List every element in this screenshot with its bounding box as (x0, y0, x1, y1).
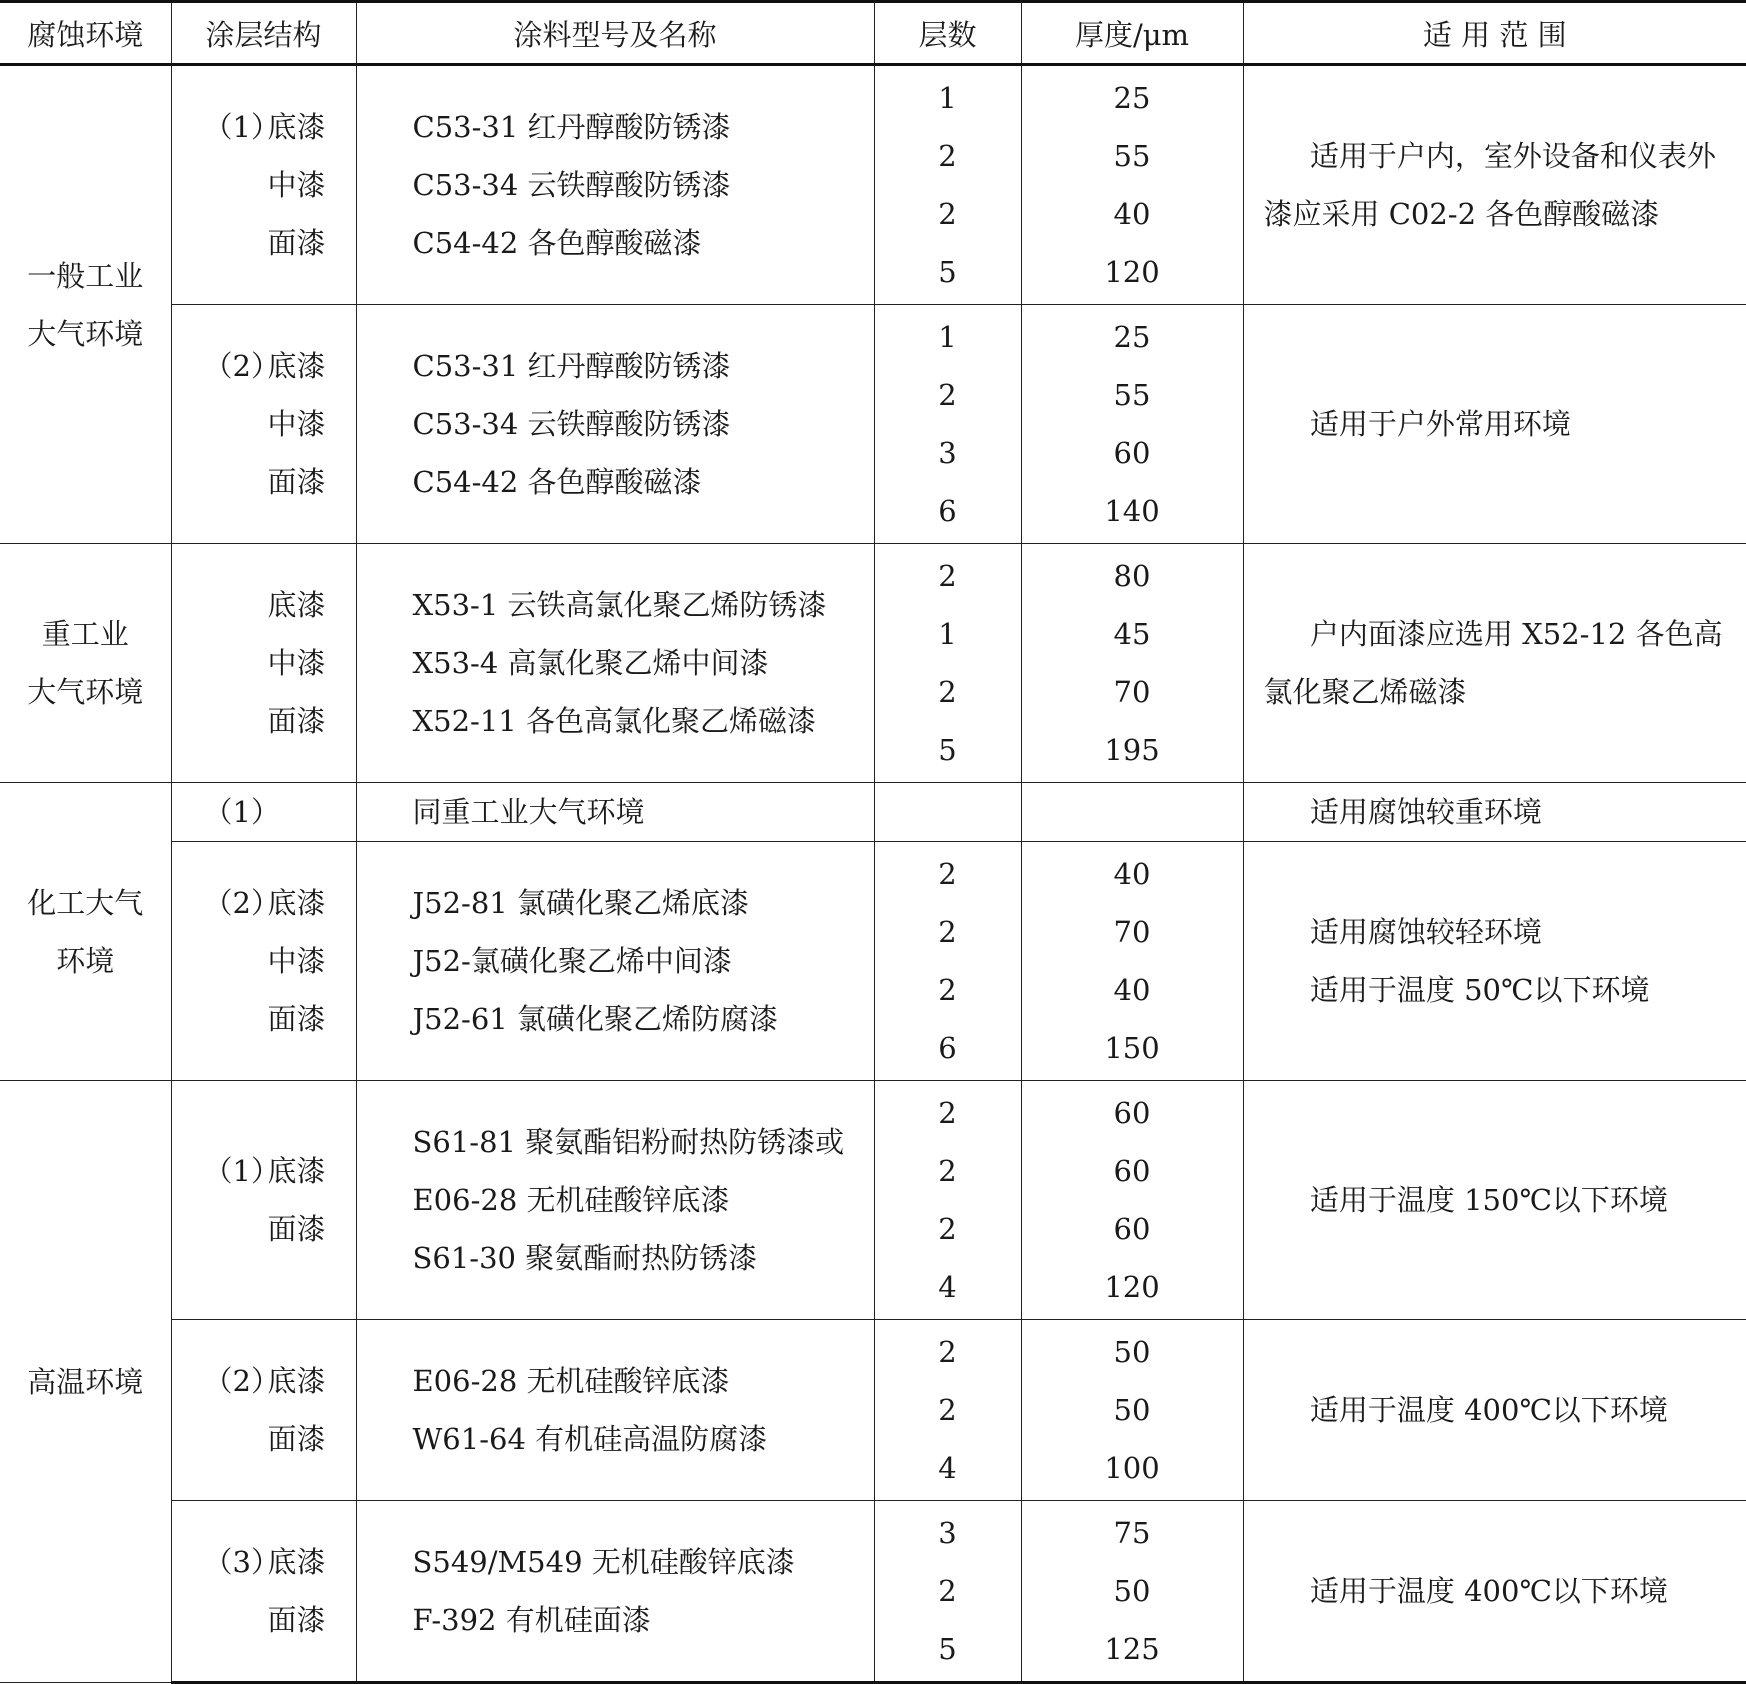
coat-layer-label: 底漆 (267, 1364, 326, 1398)
coat-layer-label: 中漆 (267, 646, 326, 680)
structure-line (172, 1200, 356, 1258)
thickness-value: 120 (1104, 1270, 1160, 1304)
thickness-cell (1021, 842, 1243, 1081)
layer-count: 2 (938, 675, 957, 709)
layer-count: 2 (938, 378, 957, 412)
coat-layer-label: 面漆 (267, 704, 326, 738)
structure-cell (171, 65, 356, 305)
thickness-value: 60 (1113, 1212, 1151, 1246)
thickness-cell (1021, 1081, 1243, 1320)
coat-layer-label: 底漆 (267, 349, 326, 383)
scope-cell (1243, 783, 1746, 842)
coat-layer-label: 底漆 (267, 1154, 326, 1188)
table-row (0, 1081, 1746, 1320)
structure-line (172, 634, 356, 692)
coat-layer-label: 底漆 (267, 1545, 326, 1579)
paint-name: S61-30 聚氨酯耐热防锈漆 (412, 1241, 758, 1275)
layer-count: 2 (938, 1154, 957, 1188)
structure-line (172, 98, 356, 156)
header-paint: 涂料型号及名称 (356, 2, 874, 65)
header-structure: 涂层结构 (171, 2, 356, 65)
layer-count: 4 (938, 1270, 957, 1304)
scope-text: 适用于温度 150℃以下环境 (1309, 1183, 1668, 1217)
layer-count: 5 (938, 1632, 957, 1666)
paint-name: W61-64 有机硅高温防腐漆 (412, 1422, 768, 1456)
count-cell (874, 1320, 1021, 1501)
scope-text: 适用于温度 400℃以下环境 (1309, 1574, 1668, 1608)
structure-line (172, 337, 356, 395)
layer-count: 6 (938, 494, 957, 528)
paint-cell (356, 305, 874, 544)
table-row (0, 305, 1746, 544)
thickness-value: 195 (1104, 733, 1160, 767)
thickness-value: 120 (1104, 255, 1160, 289)
count-cell (874, 783, 1021, 842)
paint-cell (356, 1081, 874, 1320)
scheme-number: （2） (203, 886, 280, 920)
thickness-cell (1021, 544, 1243, 783)
thickness-value: 25 (1113, 320, 1151, 354)
layer-count: 1 (938, 81, 957, 115)
coat-layer-label: 面漆 (267, 1002, 326, 1036)
thickness-value: 40 (1113, 197, 1151, 231)
paint-cell (356, 783, 874, 842)
structure-line (172, 395, 356, 453)
scope-cell (1243, 305, 1746, 544)
scope-text: 适用腐蚀较轻环境 (1309, 915, 1542, 949)
structure-cell (171, 305, 356, 544)
header-count: 层数 (874, 2, 1021, 65)
structure-line (172, 990, 356, 1048)
paint-name: S549/M549 无机硅酸锌底漆 (412, 1545, 795, 1579)
scope-text: 适用于温度 400℃以下环境 (1309, 1393, 1668, 1427)
structure-line (172, 1410, 356, 1468)
env-label: 大气环境 (27, 316, 144, 351)
thickness-value: 25 (1113, 81, 1151, 115)
scope-text: 适用于户外常用环境 (1309, 407, 1571, 441)
structure-line (172, 932, 356, 990)
coat-layer-label: 面漆 (267, 1422, 326, 1456)
scheme-number: （2） (203, 349, 280, 383)
count-cell (874, 544, 1021, 783)
env-label: 重工业 (41, 617, 129, 651)
thickness-value: 50 (1113, 1393, 1151, 1427)
paint-name: X52-11 各色高氯化聚乙烯磁漆 (412, 704, 816, 738)
layer-count: 3 (938, 1516, 957, 1550)
coat-layer-label: 底漆 (267, 110, 326, 144)
structure-line (172, 1591, 356, 1649)
env-label: 大气环境 (27, 675, 144, 709)
scheme-number: （1） (203, 795, 280, 829)
env-cell (0, 544, 171, 783)
thickness-value: 125 (1104, 1632, 1160, 1666)
env-cell (0, 1081, 171, 1683)
thickness-value: 150 (1104, 1031, 1160, 1065)
scope-text: 适用于户内，室外设备和仪表外漆应采用 C02-2 各色醇酸磁漆 (1263, 139, 1716, 231)
env-cell (0, 65, 171, 544)
structure-line (172, 156, 356, 214)
structure-line (172, 783, 356, 841)
structure-line (172, 1352, 356, 1410)
layer-count: 2 (938, 1335, 957, 1369)
thickness-value: 55 (1113, 378, 1151, 412)
header-row (0, 2, 1746, 65)
paint-name: F-392 有机硅面漆 (412, 1603, 651, 1637)
paint-name: J52-81 氯磺化聚乙烯底漆 (412, 886, 749, 920)
structure-line (172, 1533, 356, 1591)
thickness-value: 45 (1113, 617, 1151, 651)
layer-count: 2 (938, 139, 957, 173)
layer-count: 2 (938, 1574, 957, 1608)
env-label: 化工大气 (27, 885, 144, 920)
env-label: 一般工业 (27, 258, 144, 293)
layer-count: 2 (938, 973, 957, 1007)
env-cell (0, 783, 171, 1081)
coat-layer-label: 中漆 (267, 944, 326, 978)
layer-count: 2 (938, 857, 957, 891)
env-label: 环境 (56, 943, 115, 978)
paint-name: E06-28 无机硅酸锌底漆 (412, 1183, 730, 1217)
paint-cell (356, 1320, 874, 1501)
table-row (0, 1320, 1746, 1501)
thickness-cell (1021, 1501, 1243, 1683)
structure-line (172, 874, 356, 932)
layer-count: 6 (938, 1031, 957, 1065)
layer-count: 4 (938, 1451, 957, 1485)
scope-text: 适用腐蚀较重环境 (1309, 795, 1542, 829)
paint-name: J52-氯磺化聚乙烯中间漆 (412, 944, 732, 978)
scheme-number: （1） (203, 1154, 280, 1188)
paint-name: J52-61 氯磺化聚乙烯防腐漆 (412, 1002, 778, 1036)
structure-line (172, 1142, 356, 1200)
layer-count: 2 (938, 1393, 957, 1427)
thickness-value: 50 (1113, 1574, 1151, 1608)
paint-name: C53-31 红丹醇酸防锈漆 (412, 349, 731, 383)
scope-cell (1243, 1501, 1746, 1683)
paint-name: C53-31 红丹醇酸防锈漆 (412, 110, 731, 144)
thickness-value: 50 (1113, 1335, 1151, 1369)
count-cell (874, 1081, 1021, 1320)
table-row (0, 1501, 1746, 1683)
structure-cell (171, 1320, 356, 1501)
thickness-value: 40 (1113, 973, 1151, 1007)
count-cell (874, 842, 1021, 1081)
table-row (0, 65, 1746, 305)
paint-name: C53-34 云铁醇酸防锈漆 (412, 168, 731, 202)
scope-text: 户内面漆应选用 X52-12 各色高氯化聚乙烯磁漆 (1263, 617, 1723, 709)
count-cell (874, 1501, 1021, 1683)
coat-layer-label: 面漆 (267, 1212, 326, 1246)
layer-count: 2 (938, 1212, 957, 1246)
scope-text: 适用于温度 50℃以下环境 (1309, 973, 1650, 1007)
coat-layer-label: 中漆 (267, 168, 326, 202)
layer-count: 5 (938, 255, 957, 289)
table-row (0, 842, 1746, 1081)
thickness-value: 75 (1113, 1516, 1151, 1550)
thickness-value: 100 (1104, 1451, 1160, 1485)
paint-cell (356, 842, 874, 1081)
layer-count: 2 (938, 559, 957, 593)
scope-cell (1243, 1320, 1746, 1501)
coat-layer-label: 面漆 (267, 465, 326, 499)
structure-line (172, 453, 356, 511)
scope-cell (1243, 544, 1746, 783)
thickness-cell (1021, 783, 1243, 842)
structure-line (172, 576, 356, 634)
structure-cell (171, 1501, 356, 1683)
paint-name: C54-42 各色醇酸磁漆 (412, 465, 702, 499)
structure-line (172, 214, 356, 272)
paint-name: E06-28 无机硅酸锌底漆 (412, 1364, 730, 1398)
thickness-cell (1021, 305, 1243, 544)
thickness-value: 60 (1113, 1096, 1151, 1130)
paint-name: X53-4 高氯化聚乙烯中间漆 (412, 646, 769, 680)
env-label: 高温环境 (27, 1364, 144, 1399)
paint-name: 同重工业大气环境 (412, 795, 645, 829)
paint-cell (356, 544, 874, 783)
scope-cell (1243, 65, 1746, 305)
thickness-value: 70 (1113, 675, 1151, 709)
header-env: 腐蚀环境 (0, 2, 171, 65)
header-scope: 适 用 范 围 (1243, 2, 1746, 65)
layer-count: 2 (938, 1096, 957, 1130)
thickness-value: 60 (1113, 1154, 1151, 1188)
scheme-number: （3） (203, 1545, 280, 1579)
scheme-number: （1） (203, 110, 280, 144)
structure-line (172, 692, 356, 750)
layer-count: 2 (938, 197, 957, 231)
thickness-value: 140 (1104, 494, 1160, 528)
layer-count: 2 (938, 915, 957, 949)
thickness-cell (1021, 1320, 1243, 1501)
table-row (0, 544, 1746, 783)
thickness-value: 60 (1113, 436, 1151, 470)
paint-cell (356, 1501, 874, 1683)
structure-cell (171, 544, 356, 783)
layer-count: 5 (938, 733, 957, 767)
thickness-value: 55 (1113, 139, 1151, 173)
structure-cell (171, 842, 356, 1081)
coat-layer-label: 底漆 (267, 588, 326, 622)
paint-name: C53-34 云铁醇酸防锈漆 (412, 407, 731, 441)
scope-cell (1243, 1081, 1746, 1320)
layer-count: 1 (938, 617, 957, 651)
thickness-value: 40 (1113, 857, 1151, 891)
structure-cell (171, 783, 356, 842)
count-cell (874, 305, 1021, 544)
paint-name: S61-81 聚氨酯铝粉耐热防锈漆或 (412, 1125, 845, 1159)
thickness-cell (1021, 65, 1243, 305)
scheme-number: （2） (203, 1364, 280, 1398)
paint-name: C54-42 各色醇酸磁漆 (412, 226, 702, 260)
structure-cell (171, 1081, 356, 1320)
table-row (0, 783, 1746, 842)
layer-count: 3 (938, 436, 957, 470)
coat-layer-label: 中漆 (267, 407, 326, 441)
scope-cell (1243, 842, 1746, 1081)
paint-cell (356, 65, 874, 305)
coat-layer-label: 面漆 (267, 1603, 326, 1637)
layer-count: 1 (938, 320, 957, 354)
coat-layer-label: 面漆 (267, 226, 326, 260)
thickness-value: 70 (1113, 915, 1151, 949)
header-thickness: 厚度/μm (1021, 2, 1243, 65)
coat-layer-label: 底漆 (267, 886, 326, 920)
count-cell (874, 65, 1021, 305)
paint-name: X53-1 云铁高氯化聚乙烯防锈漆 (412, 588, 827, 622)
thickness-value: 80 (1113, 559, 1151, 593)
